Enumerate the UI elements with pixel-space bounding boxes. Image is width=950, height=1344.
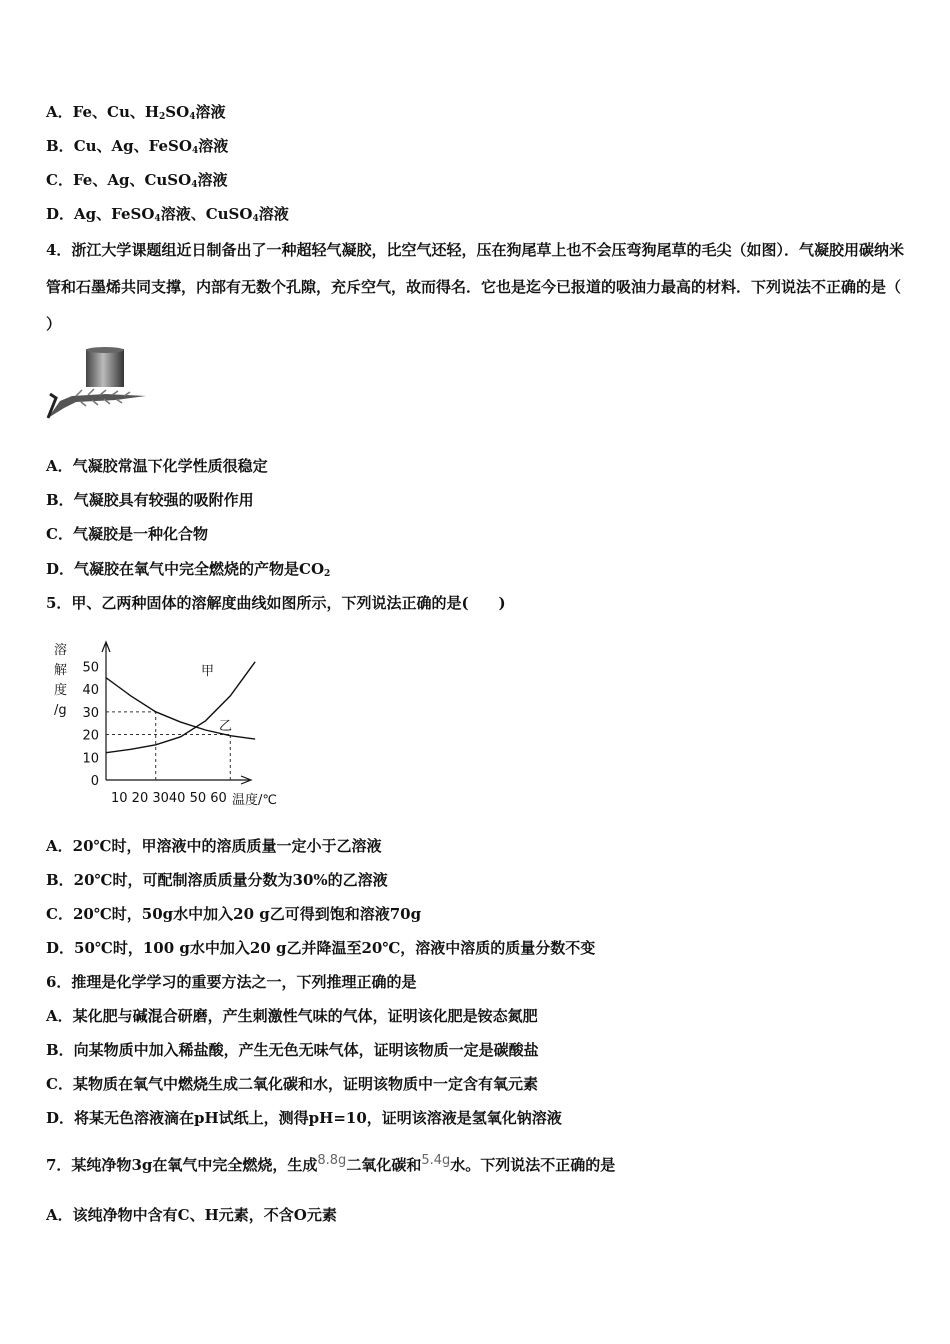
y-axis-label [54, 642, 67, 718]
q5-option-a: A．20℃时，甲溶液中的溶质质量一定小于乙溶液 [46, 837, 382, 855]
series-lines [106, 662, 255, 753]
series-label-jia: 甲 [201, 664, 215, 679]
y-tick-labels [82, 660, 99, 789]
q3-option-c: C．Fe、Ag、CuSO$_4$溶液 [46, 171, 228, 190]
y-tick-label: 30 [82, 705, 99, 721]
q4-stem: 4．浙江大学课题组近日制备出了一种超轻气凝胶，比空气还轻，压在狗尾草上也不会压弯狗尾草的毛尖（如图）．气凝胶用碳纳米管和石墨烯共同支撑，内部有无数个孔隙，充斥空气，故而得名．它也是迄今已报道的吸油力最高的材料．下列说法不正确的是（ ） [46, 241, 904, 333]
aerogel-block [86, 349, 124, 387]
series-yi-curve [106, 678, 255, 739]
y-tick-label: 50 [82, 660, 99, 676]
q3-option-a: A．Fe、Cu、$H_2SO_4$溶液 [46, 103, 226, 122]
mass-h2o: 5.4g [421, 1153, 451, 1168]
y-label-char: /g [54, 703, 67, 718]
aerogel-top [86, 347, 124, 353]
q6-option-d: D．将某无色溶液滴在pH试纸上，测得pH=10，证明该溶液是氢氧化钠溶液 [46, 1109, 562, 1127]
q3-option-d: D．Ag、FeSO$_4$溶液、CuSO$_4$溶液 [46, 205, 289, 224]
y-label-char: 溶 [54, 643, 68, 658]
q4-option-c: C．气凝胶是一种化合物 [46, 525, 208, 543]
solubility-chart [44, 632, 294, 812]
q5-option-c: C．20℃时，50g水中加入20 g乙可得到饱和溶液70g [46, 905, 422, 923]
q4-option-b: B．气凝胶具有较强的吸附作用 [46, 491, 254, 509]
aerogel-on-grass-image [46, 346, 150, 422]
q3-option-b: B．Cu、Ag、FeSO$_4$溶液 [46, 137, 229, 156]
q6-option-a: A．某化肥与碱混合研磨，产生刺激性气味的气体，证明该化肥是铵态氮肥 [46, 1007, 538, 1025]
y-tick-label: 40 [82, 683, 99, 699]
q5-option-d: D．50℃时，100 g水中加入20 g乙并降温至20℃，溶液中溶质的质量分数不变 [46, 939, 596, 957]
axes [102, 642, 251, 784]
y-label-char: 度 [54, 683, 68, 698]
y-tick-label: 20 [82, 728, 99, 744]
series-jia-curve [106, 662, 255, 753]
q6-option-c: C．某物质在氧气中燃烧生成二氧化碳和水，证明该物质中一定含有氧元素 [46, 1075, 538, 1093]
guide-lines [106, 712, 233, 780]
q4-option-a: A．气凝胶常温下化学性质很稳定 [46, 457, 268, 475]
x-tick-labels: 10 20 3040 50 60 [111, 791, 227, 806]
series-label-yi: 乙 [219, 719, 233, 734]
y-label-char: 解 [54, 663, 68, 678]
q7-option-a: A．该纯净物中含有C、H元素，不含O元素 [46, 1206, 337, 1224]
y-tick-label: 10 [82, 751, 99, 767]
q5-stem: 5．甲、乙两种固体的溶解度曲线如图所示，下列说法正确的是( ) [46, 594, 506, 612]
x-axis-label: 温度/℃ [232, 793, 277, 808]
q7-stem: 7．某纯净物3g在氧气中完全燃烧，生成8.8g二氧化碳和5.4g水。下列说法不正确的是 [46, 1153, 616, 1174]
q5-option-b: B．20℃时，可配制溶质质量分数为30%的乙溶液 [46, 871, 388, 889]
q6-stem: 6．推理是化学学习的重要方法之一，下列推理正确的是 [46, 973, 417, 991]
mass-co2: 8.8g [317, 1153, 347, 1168]
foxtail-grass [48, 394, 146, 418]
q4-option-d: D．气凝胶在氧气中完全燃烧的产物是$CO_2$ [46, 560, 331, 579]
q6-option-b: B．向某物质中加入稀盐酸，产生无色无味气体，证明该物质一定是碳酸盐 [46, 1041, 539, 1059]
y-tick-label: 0 [90, 774, 99, 789]
